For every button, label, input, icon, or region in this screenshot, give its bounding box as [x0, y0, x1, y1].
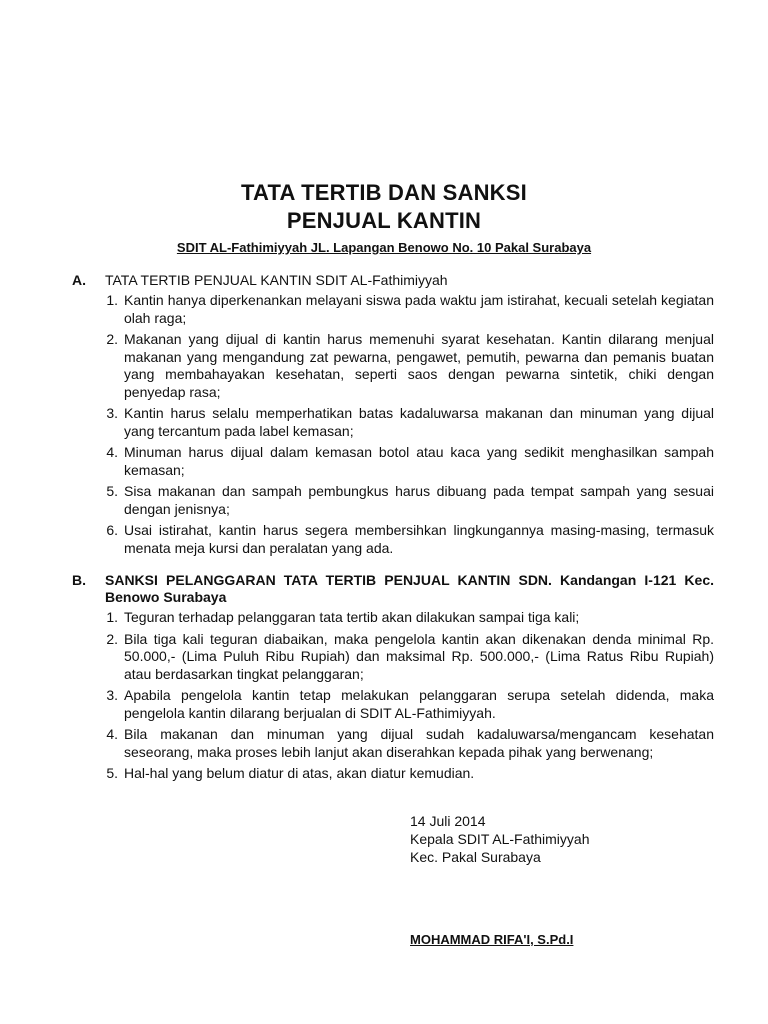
- item-text: Usai istirahat, kantin harus segera membersihkan lingkungannya masing-masing, termasuk menata meja kursi dan peralatan yang ada.: [124, 522, 714, 556]
- document-title-line1: TATA TERTIB DAN SANKSI: [241, 180, 527, 205]
- section-a-heading: [72, 272, 714, 289]
- list-item: [72, 522, 714, 557]
- list-item: [72, 609, 714, 627]
- item-number: 4.: [106, 726, 118, 742]
- document-subtitle: [0, 240, 768, 255]
- section-b-title: SANKSI PELANGGARAN TATA TERTIB PENJUAL KANTIN SDN. Kandangan I-121 Kec. Benowo Surabaya: [105, 572, 714, 605]
- item-number: 5.: [106, 765, 118, 781]
- subtitle-text: SDIT AL-Fathimiyyah JL. Lapangan Benowo No. 10 Pakal Surabaya: [176, 240, 592, 255]
- item-text: Makanan yang dijual di kantin harus memenuhi syarat kesehatan. Kantin dilarang menjual makanan yang mengandung zat pewarna, pengawet, pemutih, pewarna dan pemanis buatan yang membahayakan kesehatan, seperti saos dengan pewarna sintetik, chiki dengan penyedap rasa;: [124, 331, 714, 400]
- item-number: 3.: [106, 687, 118, 703]
- section-a-letter: A.: [72, 272, 86, 288]
- section-a-title: TATA TERTIB PENJUAL KANTIN SDIT AL-Fathimiyyah: [105, 272, 448, 288]
- item-text: Apabila pengelola kantin tetap melakukan pelanggaran serupa setelah didenda, maka pengelola kantin dilarang berjualan di SDIT AL-Fathimiyyah.: [124, 687, 714, 721]
- list-item: [72, 631, 714, 684]
- item-number: 6.: [106, 522, 118, 538]
- signature-block: [410, 812, 590, 866]
- item-text: Sisa makanan dan sampah pembungkus harus dibuang pada tempat sampah yang sesuai dengan jenisnya;: [124, 483, 714, 517]
- item-text: Bila makanan dan minuman yang dijual sudah kadaluwarsa/mengancam kesehatan seseorang, maka proses lebih lanjut akan diserahkan kepada pihak yang berwenang;: [124, 726, 714, 760]
- item-number: 2.: [106, 331, 118, 347]
- signer-name: MOHAMMAD RIFA'I, S.Pd.I: [410, 932, 574, 947]
- list-item: [72, 292, 714, 327]
- signature-location: Kec. Pakal Surabaya: [410, 849, 541, 865]
- section-b: [72, 572, 714, 783]
- signature-position: Kepala SDIT AL-Fathimiyyah: [410, 831, 590, 847]
- list-item: [72, 444, 714, 479]
- list-item: [72, 687, 714, 722]
- item-number: 1.: [106, 292, 118, 308]
- document-title-line2: PENJUAL KANTIN: [286, 208, 482, 233]
- list-item: [72, 405, 714, 440]
- section-b-list: [72, 609, 714, 783]
- item-text: Hal-hal yang belum diatur di atas, akan diatur kemudian.: [124, 765, 475, 781]
- item-number: 5.: [106, 483, 118, 499]
- section-a-list: [72, 292, 714, 557]
- list-item: [72, 765, 714, 783]
- section-b-letter: B.: [72, 572, 86, 588]
- item-text: Minuman harus dijual dalam kemasan botol atau kaca yang sedikit menghasilkan sampah kemasan;: [124, 444, 714, 478]
- list-item: [72, 331, 714, 401]
- signature-date: 14 Juli 2014: [410, 813, 486, 829]
- item-number: 2.: [106, 630, 118, 647]
- item-number: 1.: [106, 609, 118, 625]
- item-text: Teguran terhadap pelanggaran tata tertib akan dilakukan sampai tiga kali;: [124, 609, 580, 625]
- item-text: Kantin hanya diperkenankan melayani siswa pada waktu jam istirahat, kecuali setelah kegiatan olah raga;: [124, 292, 714, 326]
- section-b-heading: [72, 572, 714, 606]
- list-item: [72, 726, 714, 761]
- item-text: Kantin harus selalu memperhatikan batas kadaluwarsa makanan dan minuman yang dijual yang tercantum pada label kemasan;: [124, 405, 714, 439]
- item-number: 3.: [106, 405, 118, 421]
- list-item: [72, 483, 714, 518]
- item-number: 4.: [106, 444, 118, 460]
- section-a: [72, 272, 714, 557]
- item-text: Bila tiga kali teguran diabaikan, maka pengelola kantin akan dikenakan denda minimal Rp. 50.000,- (Lima Puluh Ribu Rupiah) dan maksimal Rp. 500.000,- (Lima Ratus Ribu Rupiah) atau berdasarkan tingkat pelanggaran;: [124, 630, 714, 682]
